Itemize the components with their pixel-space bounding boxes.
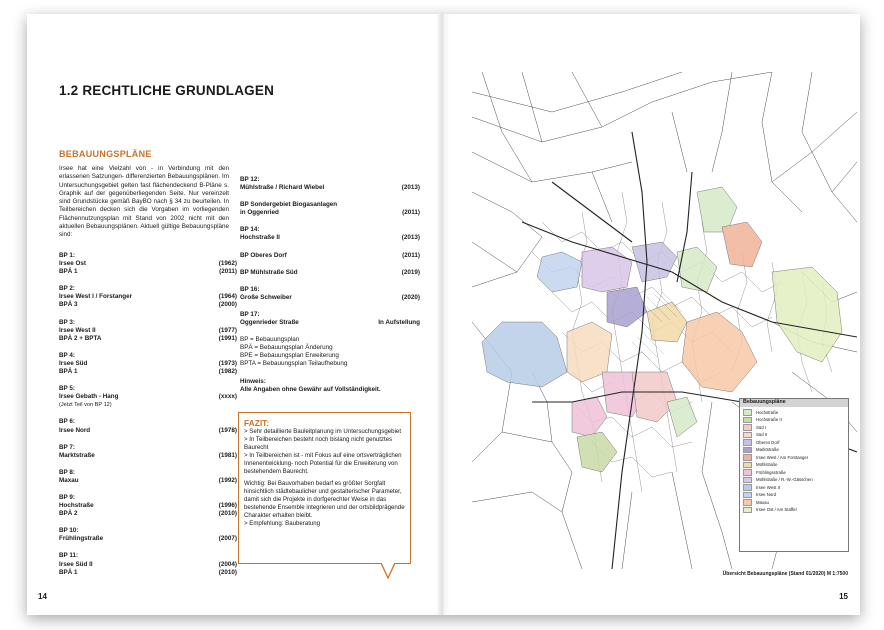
plan-number: BP 17: [240, 310, 260, 318]
plan-row [59, 535, 237, 543]
legend-label: Hochstraße [756, 409, 779, 415]
legend-label: Irsee West II [756, 484, 781, 490]
plan-year: (1991) [218, 334, 237, 342]
legend-swatch [743, 507, 752, 514]
plan-year: (1982) [218, 368, 237, 376]
plan-entry [240, 269, 420, 277]
hint-text: Alle Angaben ohne Gewähr auf Vollständigkeit. [240, 385, 381, 393]
legend-label: Oberes Dorf [756, 439, 780, 445]
legend-swatch [743, 462, 752, 469]
plan-row [240, 294, 420, 302]
plan-number: BP 7: [59, 443, 75, 451]
plan-year: (2019) [401, 268, 420, 276]
plan-entry [59, 469, 237, 485]
legend-item [743, 431, 845, 439]
plan-name: Oggenrieder Straße [240, 319, 299, 327]
plan-name: Mühlstraße / Richard Wiebel [240, 184, 325, 192]
plan-row [59, 335, 237, 343]
plan-row [59, 293, 237, 301]
map-legend-title: Bebauungspläne [740, 399, 848, 407]
plan-row [59, 502, 237, 510]
plan-entry [59, 444, 237, 460]
plan-entry [59, 552, 237, 576]
plan-name: BPÄ 2 [59, 510, 78, 518]
legend-label: Frühlingsstraße [756, 469, 786, 475]
plan-number: BP 9: [59, 493, 75, 501]
plan-number: BP 2: [59, 285, 75, 293]
plan-row [59, 427, 237, 435]
fazit-line: > In Teilbereichen besteht noch bislang nicht genutztes Baurecht [244, 435, 393, 451]
legend-item [743, 461, 845, 469]
plan-year: (1996) [218, 502, 237, 510]
plan-entry [59, 285, 237, 309]
legend-swatch [743, 469, 752, 476]
legend-swatch [743, 454, 752, 461]
plan-name: Irsee Nord [59, 426, 91, 434]
plans-column-2 [240, 176, 420, 394]
plan-row [59, 569, 237, 577]
abbreviation-list [240, 336, 420, 368]
plan-row [240, 209, 420, 217]
legend-label: Süd I [756, 424, 767, 430]
plan-name: BP Oberes Dorf [240, 251, 287, 259]
plan-entry [59, 252, 237, 276]
book-gutter [436, 14, 450, 615]
plan-number: BP Sondergebiet Biogasanlagen [240, 201, 338, 209]
book-spread [27, 14, 860, 615]
legend-item [743, 446, 845, 454]
legend-item [743, 454, 845, 462]
plan-year: (1962) [218, 260, 237, 268]
page-number-right: 15 [839, 592, 848, 601]
legend-label: Irsee Ost / Am Staffel [756, 507, 797, 512]
plan-row [240, 184, 420, 192]
plan-row [59, 268, 237, 276]
plan-number: BP 4: [59, 351, 75, 359]
plan-number: BP 14: [240, 226, 260, 234]
abbreviation-item: BP = Bebauungsplan [240, 336, 300, 344]
legend-item [743, 424, 845, 432]
plan-row [59, 393, 237, 401]
plan-year: (2020) [401, 293, 420, 301]
plan-name: BPÄ 3 [59, 301, 78, 309]
plan-year: In Aufstellung [378, 319, 420, 327]
plan-year: (1973) [218, 359, 237, 367]
plan-name: Irsee West II [59, 326, 96, 334]
plan-number: BP 8: [59, 468, 75, 476]
plan-entry [59, 527, 237, 543]
legend-item [743, 476, 845, 484]
legend-label: Hochstraße II [756, 417, 782, 422]
plan-year: (2007) [218, 535, 237, 543]
plan-row [240, 319, 420, 327]
plan-year: (2010) [218, 510, 237, 518]
plan-row [240, 252, 420, 260]
plan-name: BP Mühlstraße Süd [240, 268, 298, 276]
legend-swatch [743, 484, 752, 491]
plan-entry [59, 385, 237, 409]
legend-swatch [743, 424, 752, 431]
plan-entry [240, 201, 420, 217]
map-legend [739, 398, 849, 552]
fazit-line: > Sehr detaillierte Bauleitplanung im Untersuchungsgebiet [244, 428, 402, 435]
legend-swatch [743, 417, 752, 424]
plan-number: BP 11: [59, 552, 79, 560]
plan-name: Hochstraße [59, 502, 94, 510]
legend-label: Mühlstraße [756, 462, 778, 467]
legend-label: Irsee West / Am Forstanger [756, 454, 809, 460]
plan-entry [240, 286, 420, 302]
intro-paragraph: Irsee hat eine Vielzahl von - in Verbindung mit den erlassenen Satzungen- differenzierten Bebauungsplänen. Im Untersuchungsgebiet gelten fast flächendeckend B-Pläne s. Graphik auf der gegenüberliegenden Seite. Nur vereinzelt sind Grundstücke gemäß BayBO nach § 34 zu beurteilen. In Teilbereichen decken sich die Vorgaben im vorliegenden Flächennutzungsplan mit Stand von 2002 nicht mit den aktuellen Bebauungsplänen. Aktuell gültige Bebauungspläne sind: [59, 165, 229, 239]
plan-number: BP 6: [59, 418, 75, 426]
plan-name: Frühlingstraße [59, 535, 104, 543]
plan-name: Maxau [59, 476, 79, 484]
plan-year: (1981) [218, 451, 237, 459]
legend-swatch [743, 477, 752, 484]
plan-entry [59, 352, 237, 376]
legend-item [743, 506, 845, 514]
plan-year: (1992) [218, 476, 237, 484]
abbreviation-item: BPÄ = Bebauungsplan Änderung [240, 344, 333, 352]
plan-entry [59, 319, 237, 343]
plan-number: BP 12: [240, 176, 260, 183]
plan-entry [240, 176, 420, 192]
legend-item [743, 416, 845, 424]
legend-item [743, 439, 845, 447]
plan-year: (2011) [402, 209, 420, 217]
legend-item [743, 469, 845, 477]
plan-year: (2004) [218, 560, 237, 568]
hint-block [240, 378, 420, 394]
plan-name: Irsee Ost [59, 260, 86, 268]
legend-swatch [743, 492, 752, 499]
plan-row [59, 477, 237, 485]
plan-row [59, 510, 237, 518]
plan-name: BPÄ 1 [59, 568, 78, 576]
plan-name: BPÄ 1 [59, 268, 78, 276]
plan-row [59, 452, 237, 460]
fazit-note: Wichtig: Bei Bauvorhaben bedarf es größter Sorgfalt hinsichtlich städtebaulicher und gestalterischer Parameter, damit sich die Projekte in dorfgerechter Weise in das bestehende Ensemble integrieren und der ortsbildprägende Charakter erhalten bleibt. [244, 480, 405, 520]
legend-swatch [743, 432, 752, 439]
plans-column-1 [59, 252, 237, 586]
plan-row [240, 234, 420, 242]
legend-label: Maxau [756, 499, 769, 505]
fazit-line: > In Teilbereichen ist - mit Fokus auf eine ortsverträglichen Innenentwicklung- noch Potential für die Erweiterung von bestehendem Baurecht. [244, 451, 402, 475]
fazit-box [238, 412, 411, 564]
legend-label: Marktstraße [756, 447, 779, 452]
plan-name: Irsee Gebath - Hang [59, 393, 119, 401]
plan-year: (2011) [219, 268, 237, 276]
left-page [27, 14, 441, 615]
plan-row [59, 561, 237, 569]
plan-year: (2011) [402, 251, 420, 259]
legend-swatch [743, 439, 752, 446]
legend-item [743, 491, 845, 499]
plan-year: (2013) [401, 234, 420, 242]
plan-name: in Oggenried [240, 209, 279, 217]
plan-row [240, 269, 420, 277]
plan-entry [240, 311, 420, 327]
plan-number: BP 10: [59, 527, 79, 535]
plan-entry [240, 226, 420, 242]
fazit-recommendation: > Empfehlung: Bauberatung [244, 519, 321, 527]
plan-entry [59, 418, 237, 434]
legend-label: Mühlstraße / R.-W.-Gässchen [756, 477, 813, 482]
plan-name: BPÄ 2 + BPTA [59, 334, 102, 342]
legend-label: Irsee Nord [756, 492, 777, 497]
plan-year: (xxxx) [218, 393, 237, 401]
abbreviation-item: BPE = Bebauungsplan Erweiterung [240, 352, 339, 360]
legend-swatch [743, 447, 752, 454]
plan-row [59, 368, 237, 376]
plan-name: BPÄ 1 [59, 368, 78, 376]
abbreviation-item: BPTA = Bebauungsplan Teilaufhebung [240, 360, 348, 368]
plan-entry [240, 252, 420, 260]
page-number-left: 14 [38, 592, 47, 601]
plan-name: Marktstraße [59, 451, 95, 459]
plan-row [59, 327, 237, 335]
plan-year: (2010) [218, 568, 237, 576]
plan-number: BP 1: [59, 252, 75, 259]
plan-note: (Jetzt Teil von BP 12) [59, 402, 112, 409]
map-caption: Übersicht Bebauungspläne (Stand 01/2020) M 1:7500 [722, 571, 848, 577]
legend-swatch [743, 409, 752, 416]
plan-name: Große Schweiber [240, 293, 292, 301]
right-page [443, 14, 860, 615]
plan-number: BP 3: [59, 318, 75, 326]
hint-title: Hinweis: [240, 377, 266, 385]
plan-year: (1964) [218, 293, 237, 301]
plan-row [59, 260, 237, 268]
plan-row [59, 301, 237, 309]
plan-name: Hochstraße II [240, 234, 280, 242]
plan-row [59, 360, 237, 368]
plan-number: BP 5: [59, 385, 75, 393]
legend-item [743, 484, 845, 492]
plan-name: Irsee Süd [59, 359, 88, 367]
plan-number: BP 16: [240, 285, 260, 293]
plan-year: (2000) [218, 301, 237, 309]
legend-swatch [743, 499, 752, 506]
legend-item [743, 409, 845, 417]
section-title: BEBAUUNGSPLÄNE [59, 149, 152, 159]
plan-name: Irsee West I / Forstanger [59, 293, 133, 301]
chapter-title: 1.2 RECHTLICHE GRUNDLAGEN [59, 83, 275, 98]
plan-year: (1977) [218, 326, 237, 334]
plan-entry [59, 494, 237, 518]
plan-name: Irsee Süd II [59, 560, 93, 568]
fazit-title: FAZIT: [244, 418, 270, 428]
plan-year: (2013) [401, 184, 420, 192]
legend-label: Süd II [756, 432, 768, 437]
legend-item [743, 499, 845, 507]
speech-tail-icon [380, 563, 396, 579]
plan-year: (1978) [218, 426, 237, 434]
